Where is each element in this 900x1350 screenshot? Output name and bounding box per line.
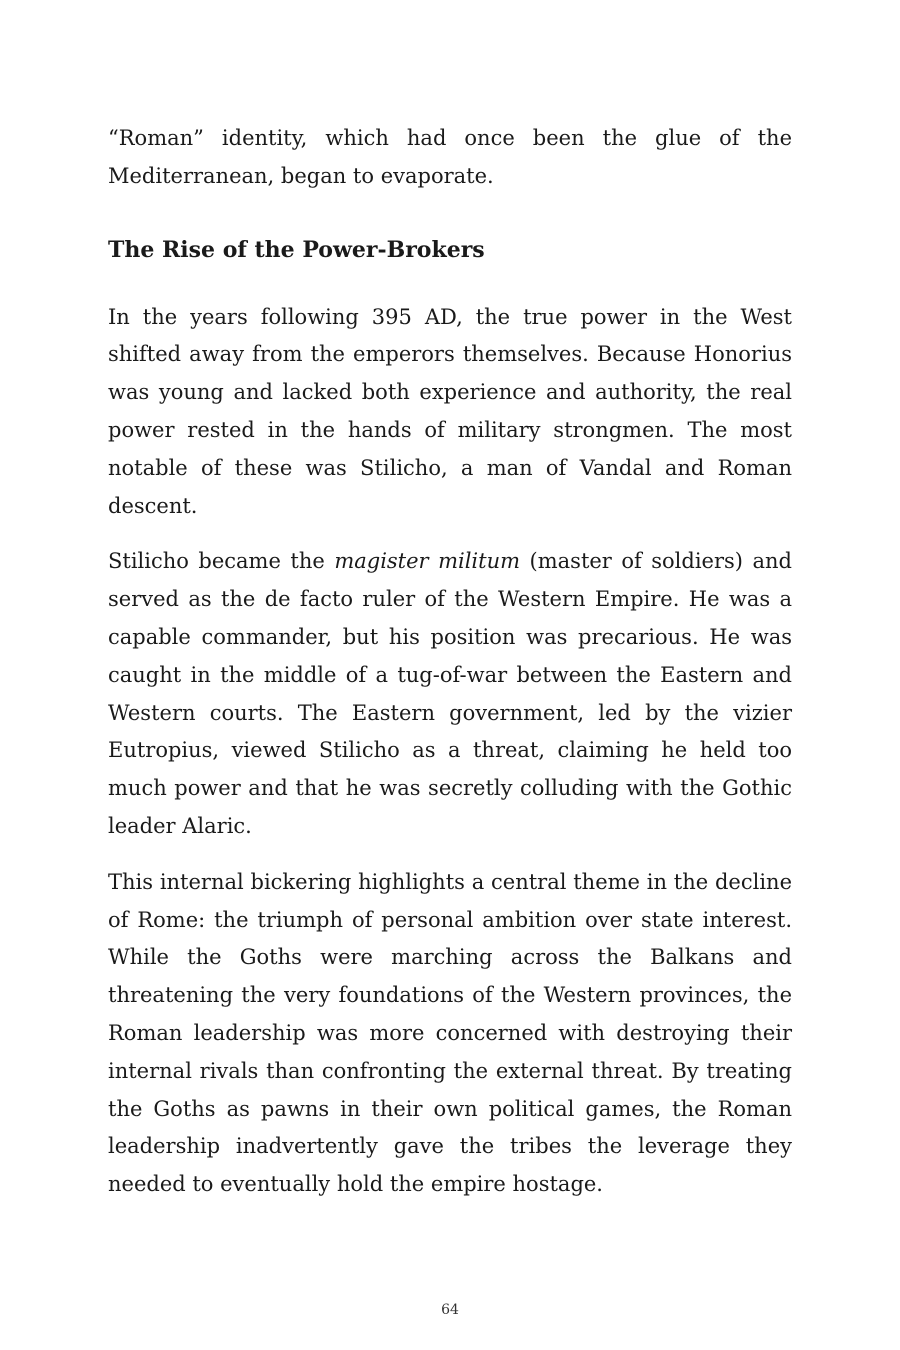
- page-number: 64: [441, 1302, 459, 1318]
- paragraph-2-lead: Stilicho became the: [108, 549, 335, 574]
- paragraph-3: This internal bickering highlights a central theme in the decline of Rome: the triumph of personal ambition over state interest. While the Goths were marching across the Balkans and threatening the very foundations of the Western provinces, the Roman leadership was more concerned with destroying their internal rivals than confronting the external threat. By treating the Goths as pawns in their own political games, the Roman leadership inadvertently gave the tribes the leverage they needed to eventually hold the empire hostage.: [108, 869, 792, 1197]
- paragraph-2: [108, 543, 792, 845]
- paragraph-1: In the years following 395 AD, the true power in the West shifted away from the emperors themselves. Because Honorius was young and lacked both experience and authority, the real power rested in the hands of military strongmen. The most notable of these was Stilicho, a man of Vandal and Roman descent.: [108, 304, 792, 518]
- italic-term: magister militum: [334, 549, 521, 574]
- continuation-paragraph: “Roman” identity, which had once been the glue of the Mediterranean, began to evaporate.: [108, 126, 792, 188]
- paragraph-2-rest: (master of soldiers) and served as the de facto ruler of the Western Empire. He was a capable commander, but his position was precarious. He was caught in the middle of a tug-of-war between the Eastern and Western courts. The Eastern government, led by the vizier Eutropius, viewed Stilicho as a threat, claiming he held too much power and that he was secretly colluding with the Gothic leader Alaric.: [108, 549, 792, 838]
- page-body: [108, 120, 792, 1222]
- section-heading: The Rise of the Power-Brokers: [108, 236, 485, 263]
